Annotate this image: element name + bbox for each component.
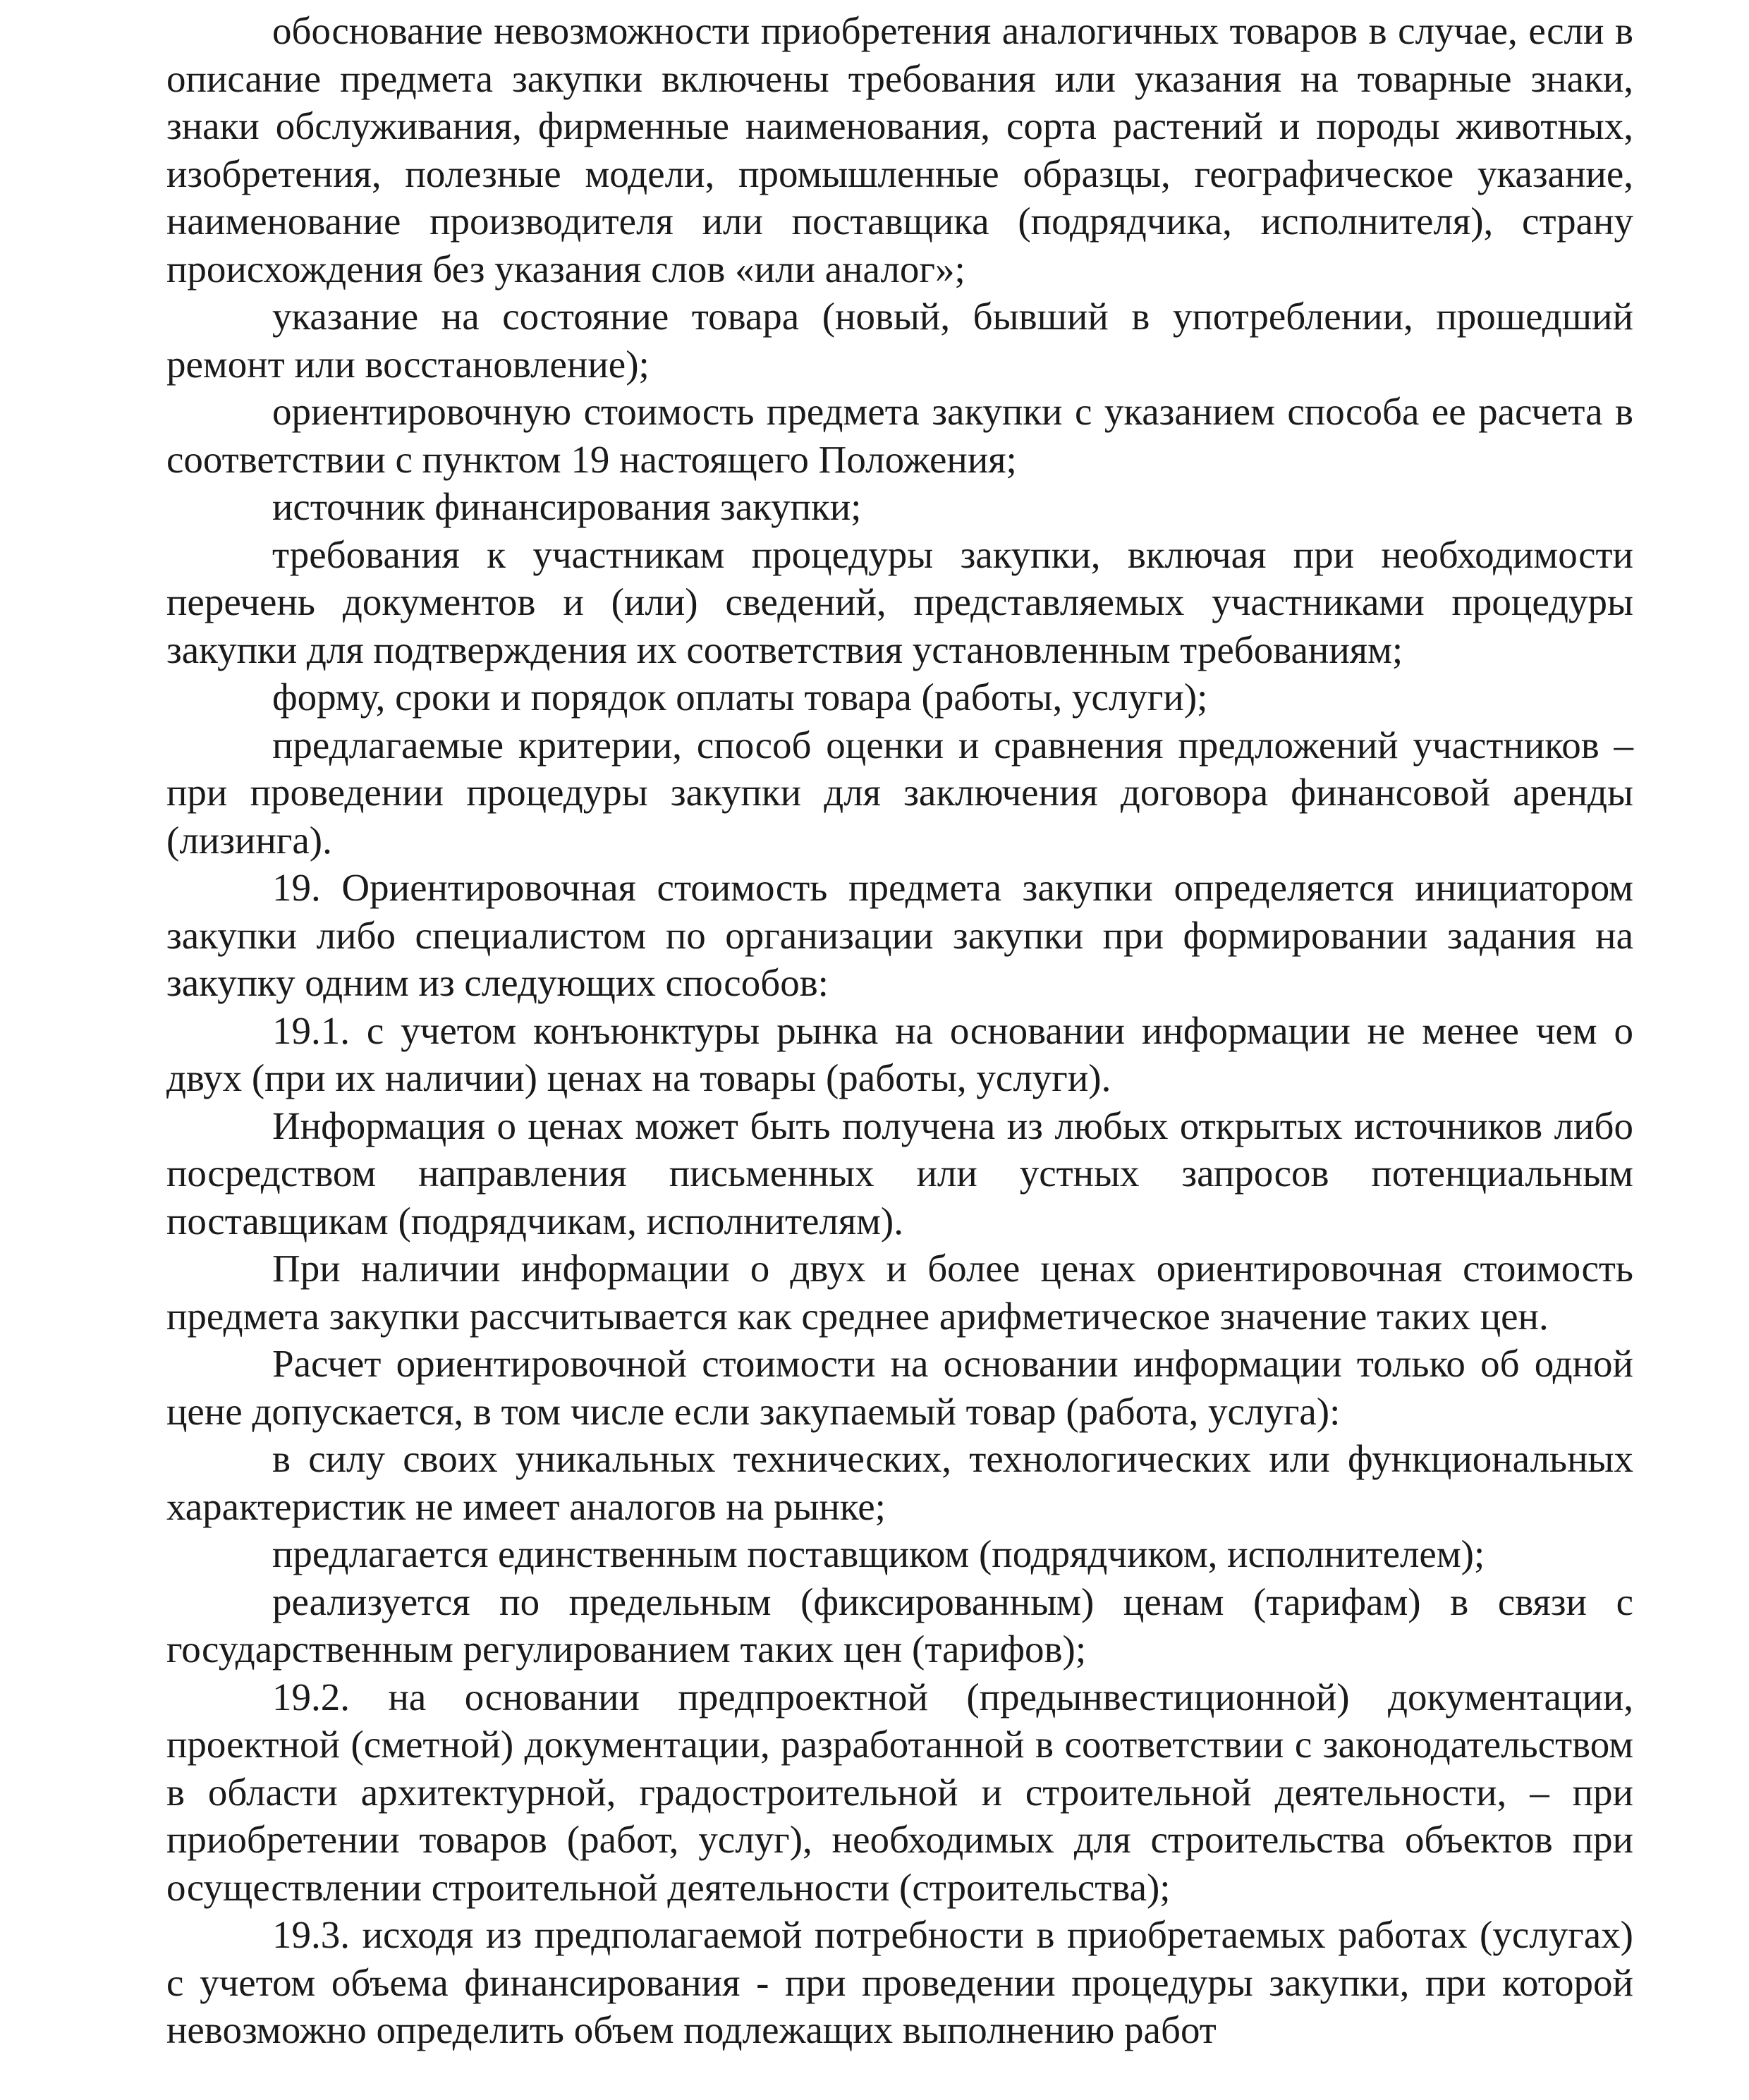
paragraph-clause-19-2: 19.2. на основании предпроектной (предынвестиционной) документации, проектной (сметной) документации, разработанной в соответствии с законодательством в области архитектурной, градостроительной и строительной деятельности, – при приобретении товаров (работ, услуг), необходимых для строительства объектов при осуществлении строительной деятельности (строительства); <box>166 1675 1633 1909</box>
paragraph-single-price-calculation: Расчет ориентировочной стоимости на основании информации только об одной цене допускается, в том числе если закупаемый товар (работа, услуга): <box>166 1342 1633 1433</box>
paragraph-sole-supplier: предлагается единственным поставщиком (подрядчиком, исполнителем); <box>272 1532 1485 1575</box>
document-body <box>166 7 1633 2054</box>
paragraph-payment-terms: форму, сроки и порядок оплаты товара (работы, услуги); <box>272 676 1208 719</box>
paragraph-average-price: При наличии информации о двух и более ценах ориентировочная стоимость предмета закупки рассчитывается как среднее арифметическое значение таких цен. <box>166 1247 1633 1338</box>
paragraph-unique-characteristics: в силу своих уникальных технических, технологических или функциональных характеристик не имеет аналогов на рынке; <box>166 1437 1633 1528</box>
paragraph-regulated-prices: реализуется по предельным (фиксированным) ценам (тарифам) в связи с государственным регулированием таких цен (тарифов); <box>166 1580 1633 1671</box>
paragraph-clause-19-1: 19.1. с учетом конъюнктуры рынка на основании информации не менее чем о двух (при их наличии) ценах на товары (работы, услуги). <box>166 1008 1633 1099</box>
paragraph-price-info-sources: Информация о ценах может быть получена из любых открытых источников либо посредством направления письменных или устных запросов потенциальным поставщикам (подрядчикам, исполнителям). <box>166 1104 1633 1243</box>
paragraph-evaluation-criteria: предлагаемые критерии, способ оценки и сравнения предложений участников – при проведении процедуры закупки для заключения договора финансовой аренды (лизинга). <box>166 723 1633 862</box>
paragraph-estimated-cost: ориентировочную стоимость предмета закупки с указанием способа ее расчета в соответствии с пунктом 19 настоящего Положения; <box>166 390 1633 481</box>
paragraph-funding-source: источник финансирования закупки; <box>272 485 862 528</box>
paragraph-clause-19-3: 19.3. исходя из предполагаемой потребности в приобретаемых работах (услугах) с учетом объема финансирования - при проведении процедуры закупки, при которой невозможно определить объем подлежащих выполнению работ <box>166 1913 1633 2051</box>
paragraph-justification-no-analogues: обоснование невозможности приобретения аналогичных товаров в случае, если в описание предмета закупки включены требования или указания на товарные знаки, знаки обслуживания, фирменные наименования, сорта растений и породы животных, изобретения, полезные модели, промышленные образцы, географическое указание, наименование производителя или поставщика (подрядчика, исполнителя), страну происхождения без указания слов «или аналог»; <box>166 9 1633 291</box>
paragraph-clause-19: 19. Ориентировочная стоимость предмета закупки определяется инициатором закупки либо специалистом по организации закупки при формировании задания на закупку одним из следующих способов: <box>166 866 1633 1004</box>
paragraph-goods-condition: указание на состояние товара (новый, бывший в употреблении, прошедший ремонт или восстановление); <box>166 295 1633 386</box>
paragraph-participant-requirements: требования к участникам процедуры закупки, включая при необходимости перечень документов и (или) сведений, представляемых участниками процедуры закупки для подтверждения их соответствия установленным требованиям; <box>166 532 1633 671</box>
